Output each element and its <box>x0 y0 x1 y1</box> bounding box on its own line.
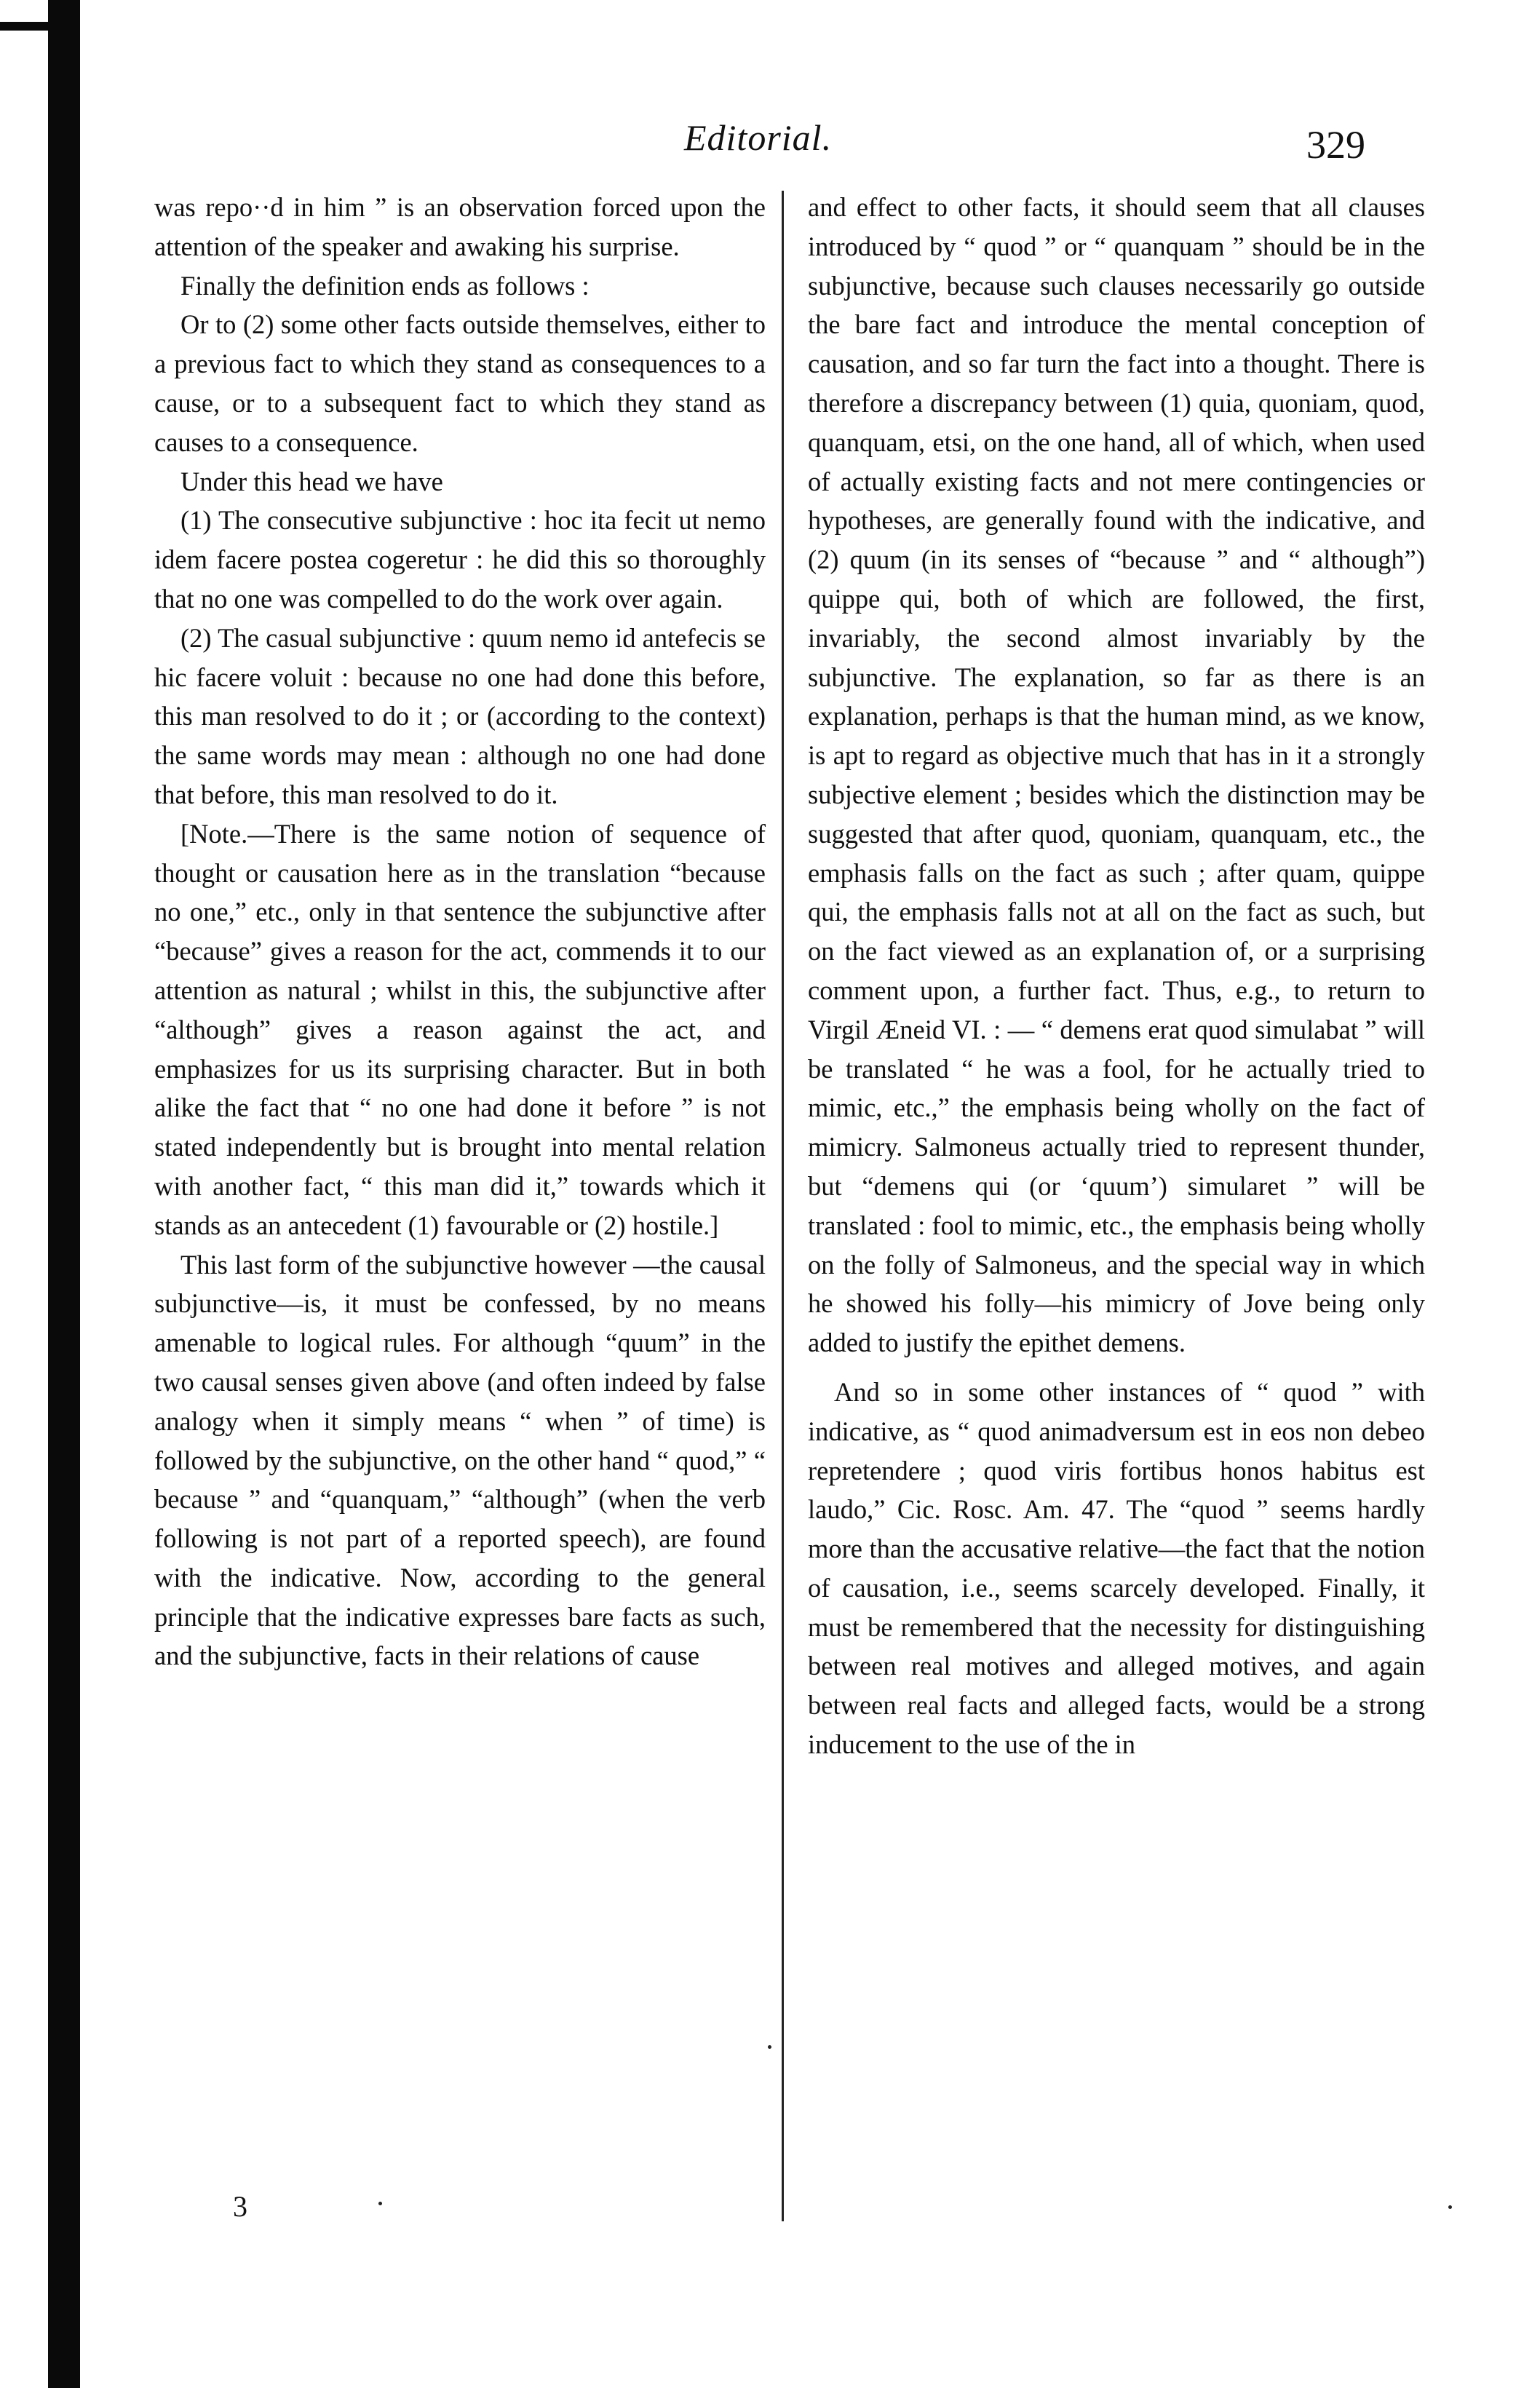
paragraph: and effect to other facts, it should seem that all clauses introduced by “ quod ” or “ quanquam ” should be in the subjunctive, because such clauses necessarily go outside the bare fact and introduce the mental conception of causation, and so far turn the fact into a thought. There is therefore a discrepancy between (1) quia, quoniam, quod, quanquam, etsi, on the one hand, all of which, when used of actually existing facts and not mere contingencies or hypotheses, are generally found with the indicative, and (2) quum (in its senses of “because ” and “ although”) quippe qui, both of which are followed, the first, invariably, the second almost invariably by the subjunctive. The explanation, so far as there is an explanation, perhaps is that the human mind, as we know, is apt to regard as objective much that has in it a strongly subjective element ; besides which the distinction may be suggested that after quod, quoniam, quanquam, etc., the emphasis falls on the fact as such ; after quam, quippe qui, the emphasis falls not at all on the fact as such, but on the fact viewed as an explanation of, or a surprising comment upon, a further fact. Thus, e.g., to return to Virgil Æneid VI. : — “ demens erat quod simulabat ” will be translated “ he was a fool, for he actually tried to mimic, etc.,” the emphasis being wholly on the fact of mimicry. Salmoneus actually tried to represent thunder, but “demens qui (or ‘quum’) simularet ” will be translated : fool to mimic, etc., the emphasis being wholly on the folly of Salmoneus, and the special way in which he showed his folly—his mimicry of Jove being only added to justify the epithet demens. <box>808 192 1425 1358</box>
running-head: Editorial. <box>684 117 833 158</box>
note-paragraph: [Note.—There is the same notion of sequence of thought or causation here as in the translation “because no one,” etc., only in that sentence the subjunctive after “because” gives a reason for the act, commends it to our attention as natural ; whilst in this, the subjunctive after “although” gives a reason against the act, and emphasizes for us its surprising character. But in both alike the fact that “ no one had done it before ” is not stated independently but is brought into mental relation with another fact, “ this man did it,” towards which it stands as an antecedent (1) favourable or (2) hostile.] <box>154 818 766 1240</box>
paragraph: was repo··d in him ” is an observation forced upon the attention of the speaker and awaking his surprise. <box>154 192 766 261</box>
column-rule <box>782 191 784 2221</box>
page-number: 329 <box>1306 123 1365 167</box>
binding-corner <box>0 22 51 31</box>
print-speck <box>378 2202 382 2205</box>
paragraph: (1) The consecutive subjunctive : hoc ita fecit ut nemo idem facere postea cogeretur : he did this so thoroughly that no one was compelled to do the work over again. <box>154 505 766 614</box>
paragraph: This last form of the subjunctive however —the causal subjunctive—is, it must be confessed, by no means amenable to logical rules. For although “quum” in the two causal senses given above (and often indeed by false analogy when it simply means “ when ” of time) is followed by the subjunctive, on the other hand “ quod,” “ because ” and “quanquam,” “although” (when the verb following is not part of a reported speech), are found with the indicative. Now, according to the general principle that the indicative expresses bare facts as such, and the subjunctive, facts in their relations of cause <box>154 1249 766 1671</box>
print-speck <box>768 2045 771 2049</box>
paragraph: (2) The casual subjunctive : quum nemo id antefecis se hic facere voluit : because no one had done this before, this man resolved to do it ; or (according to the context) the same words may mean : although no one had done that before, this man resolved to do it. <box>154 622 766 809</box>
right-column <box>808 188 1425 1764</box>
binding-edge <box>48 0 80 2388</box>
paragraph: And so in some other instances of “ quod ” with indicative, as “ quod animadversum est in eos non debeo repretendere ; quod viris fortibus honos habitus est laudo,” Cic. Rosc. Am. 47. The “quod ” seems hardly more than the accusative relative—the fact that the notion of causation, i.e., seems scarcely developed. Finally, it must be remembered that the necessity for distinguishing between real motives and alleged motives, and again between real facts and alleged facts, would be a strong inducement to the use of the in <box>808 1376 1425 1760</box>
signature-mark: 3 <box>233 2190 247 2223</box>
left-column <box>154 188 766 1675</box>
print-speck <box>1448 2205 1452 2209</box>
paragraph: Finally the definition ends as follows : <box>180 270 590 301</box>
paragraph: Or to (2) some other facts outside themselves, either to a previous fact to which they stand as consequences to a cause, or to a subsequent fact to which they stand as causes to a consequence. <box>154 309 766 457</box>
paragraph: Under this head we have <box>180 466 443 496</box>
